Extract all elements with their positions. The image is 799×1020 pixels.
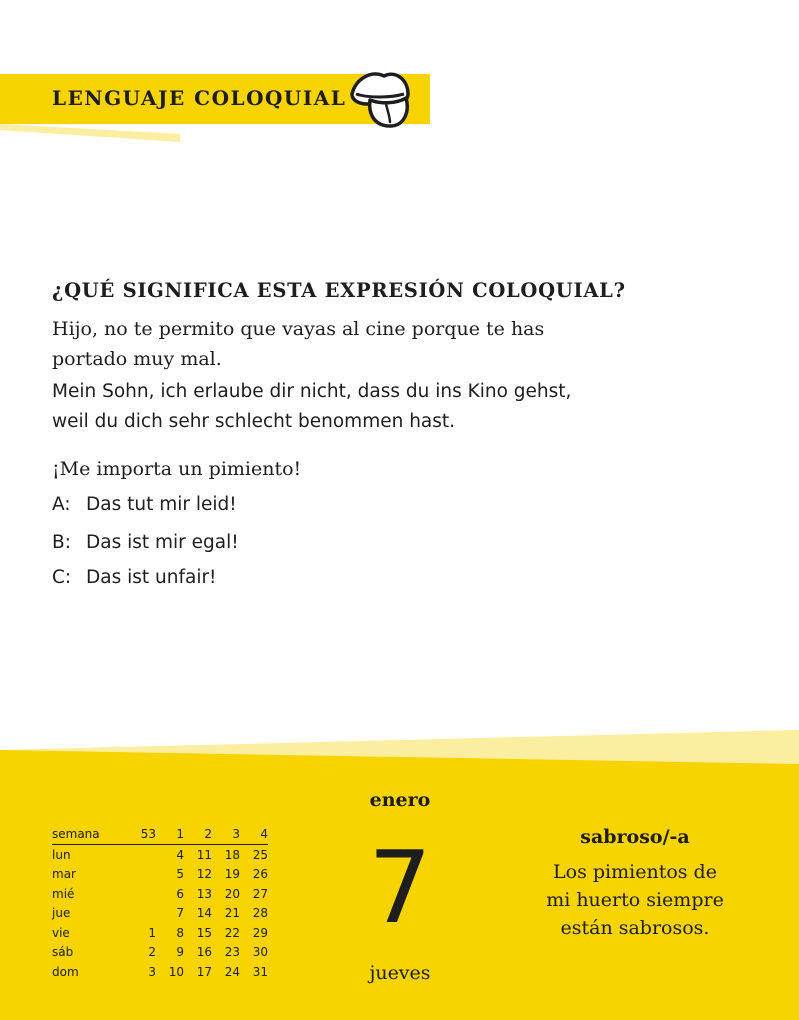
calendar-cell: lun bbox=[52, 847, 71, 862]
calendar-cell: 29 bbox=[252, 925, 268, 940]
calendar-cell: 12 bbox=[196, 867, 212, 882]
calendar-cell: 10 bbox=[168, 964, 184, 979]
calendar-header-cell: semana bbox=[52, 824, 128, 845]
option-b[interactable] bbox=[52, 532, 239, 553]
calendar-cell: 19 bbox=[224, 867, 240, 882]
vocab-word: sabroso/-a bbox=[580, 826, 690, 848]
calendar-header-row bbox=[52, 824, 268, 845]
calendar-cell: 2 bbox=[148, 945, 156, 960]
calendar-cell bbox=[128, 884, 156, 904]
calendar-cell bbox=[128, 845, 156, 865]
calendar-cell: 6 bbox=[176, 886, 184, 901]
mini-calendar bbox=[52, 824, 268, 982]
calendar-header-cell: 4 bbox=[240, 824, 268, 845]
calendar-cell: 15 bbox=[196, 925, 212, 940]
calendar-cell: 9 bbox=[176, 945, 184, 960]
calendar-cell: 1 bbox=[148, 925, 156, 940]
calendar-cell: mié bbox=[52, 886, 75, 901]
calendar-cell: 14 bbox=[196, 906, 212, 921]
month-label: enero bbox=[369, 789, 431, 811]
vocab-example-line: están sabrosos. bbox=[560, 917, 710, 939]
calendar-cell bbox=[128, 904, 156, 924]
calendar-cell: 13 bbox=[196, 886, 212, 901]
option-text: Das ist mir egal! bbox=[86, 532, 239, 553]
header-title: LENGUAJE COLOQUIAL bbox=[52, 86, 347, 110]
calendar-cell: sáb bbox=[52, 945, 74, 960]
calendar-cell: 30 bbox=[252, 945, 268, 960]
expression: ¡Me importa un pimiento! bbox=[52, 458, 302, 480]
calendar-cell: 21 bbox=[224, 906, 240, 921]
calendar-cell: 3 bbox=[148, 964, 156, 979]
calendar-cell: 11 bbox=[196, 847, 212, 862]
calendar-row bbox=[52, 865, 268, 885]
vocab-example-line: mi huerto siempre bbox=[546, 889, 724, 911]
calendar-cell: 16 bbox=[196, 945, 212, 960]
calendar-row bbox=[52, 943, 268, 963]
mouth-tongue-icon bbox=[346, 64, 416, 130]
question-heading: ¿QUÉ SIGNIFICA ESTA EXPRESIÓN COLOQUIAL? bbox=[52, 279, 626, 302]
calendar-cell: 25 bbox=[252, 847, 268, 862]
calendar-cell: 23 bbox=[224, 945, 240, 960]
calendar-cell: 17 bbox=[196, 964, 212, 979]
option-letter: B: bbox=[52, 532, 71, 553]
header-sliver bbox=[0, 120, 180, 144]
option-text: Das ist unfair! bbox=[86, 567, 217, 588]
option-text: Das tut mir leid! bbox=[86, 494, 237, 515]
calendar-cell: jue bbox=[52, 906, 71, 921]
calendar-header-cell: 2 bbox=[184, 824, 212, 845]
calendar-row bbox=[52, 845, 268, 865]
weekday-label: jueves bbox=[369, 962, 431, 984]
calendar-row bbox=[52, 884, 268, 904]
option-letter: C: bbox=[52, 567, 72, 588]
day-number: 7 bbox=[368, 829, 432, 946]
option-c[interactable] bbox=[52, 567, 216, 588]
calendar-cell: 28 bbox=[252, 906, 268, 921]
calendar-cell: 4 bbox=[176, 847, 184, 862]
calendar-cell: 24 bbox=[224, 964, 240, 979]
german-line: Mein Sohn, ich erlaube dir nicht, dass du ins Kino gehst, bbox=[52, 381, 572, 402]
calendar-cell: 8 bbox=[176, 925, 184, 940]
option-a[interactable] bbox=[52, 494, 237, 515]
vocab-example-line: Los pimientos de bbox=[553, 861, 717, 883]
calendar-cell bbox=[128, 865, 156, 885]
calendar-cell: mar bbox=[52, 867, 76, 882]
calendar-cell: 18 bbox=[224, 847, 240, 862]
calendar-row bbox=[52, 923, 268, 943]
spanish-line: portado muy mal. bbox=[52, 348, 222, 370]
calendar-header-cell: 1 bbox=[156, 824, 184, 845]
calendar-cell: dom bbox=[52, 964, 79, 979]
german-line: weil du dich sehr schlecht benommen hast. bbox=[52, 411, 456, 432]
calendar-cell: 22 bbox=[224, 925, 240, 940]
calendar-cell: 7 bbox=[176, 906, 184, 921]
calendar-header-cell: 53 bbox=[128, 824, 156, 845]
calendar-cell: 27 bbox=[252, 886, 268, 901]
calendar-row bbox=[52, 904, 268, 924]
calendar-cell: 5 bbox=[176, 867, 184, 882]
calendar-cell: 20 bbox=[224, 886, 240, 901]
calendar-row bbox=[52, 962, 268, 982]
vocab-example bbox=[520, 858, 750, 942]
calendar-header-cell: 3 bbox=[212, 824, 240, 845]
calendar-cell: 26 bbox=[252, 867, 268, 882]
calendar-cell: vie bbox=[52, 925, 70, 940]
calendar-cell: 31 bbox=[252, 964, 268, 979]
option-letter: A: bbox=[52, 494, 71, 515]
spanish-line: Hijo, no te permito que vayas al cine porque te has bbox=[52, 318, 545, 340]
